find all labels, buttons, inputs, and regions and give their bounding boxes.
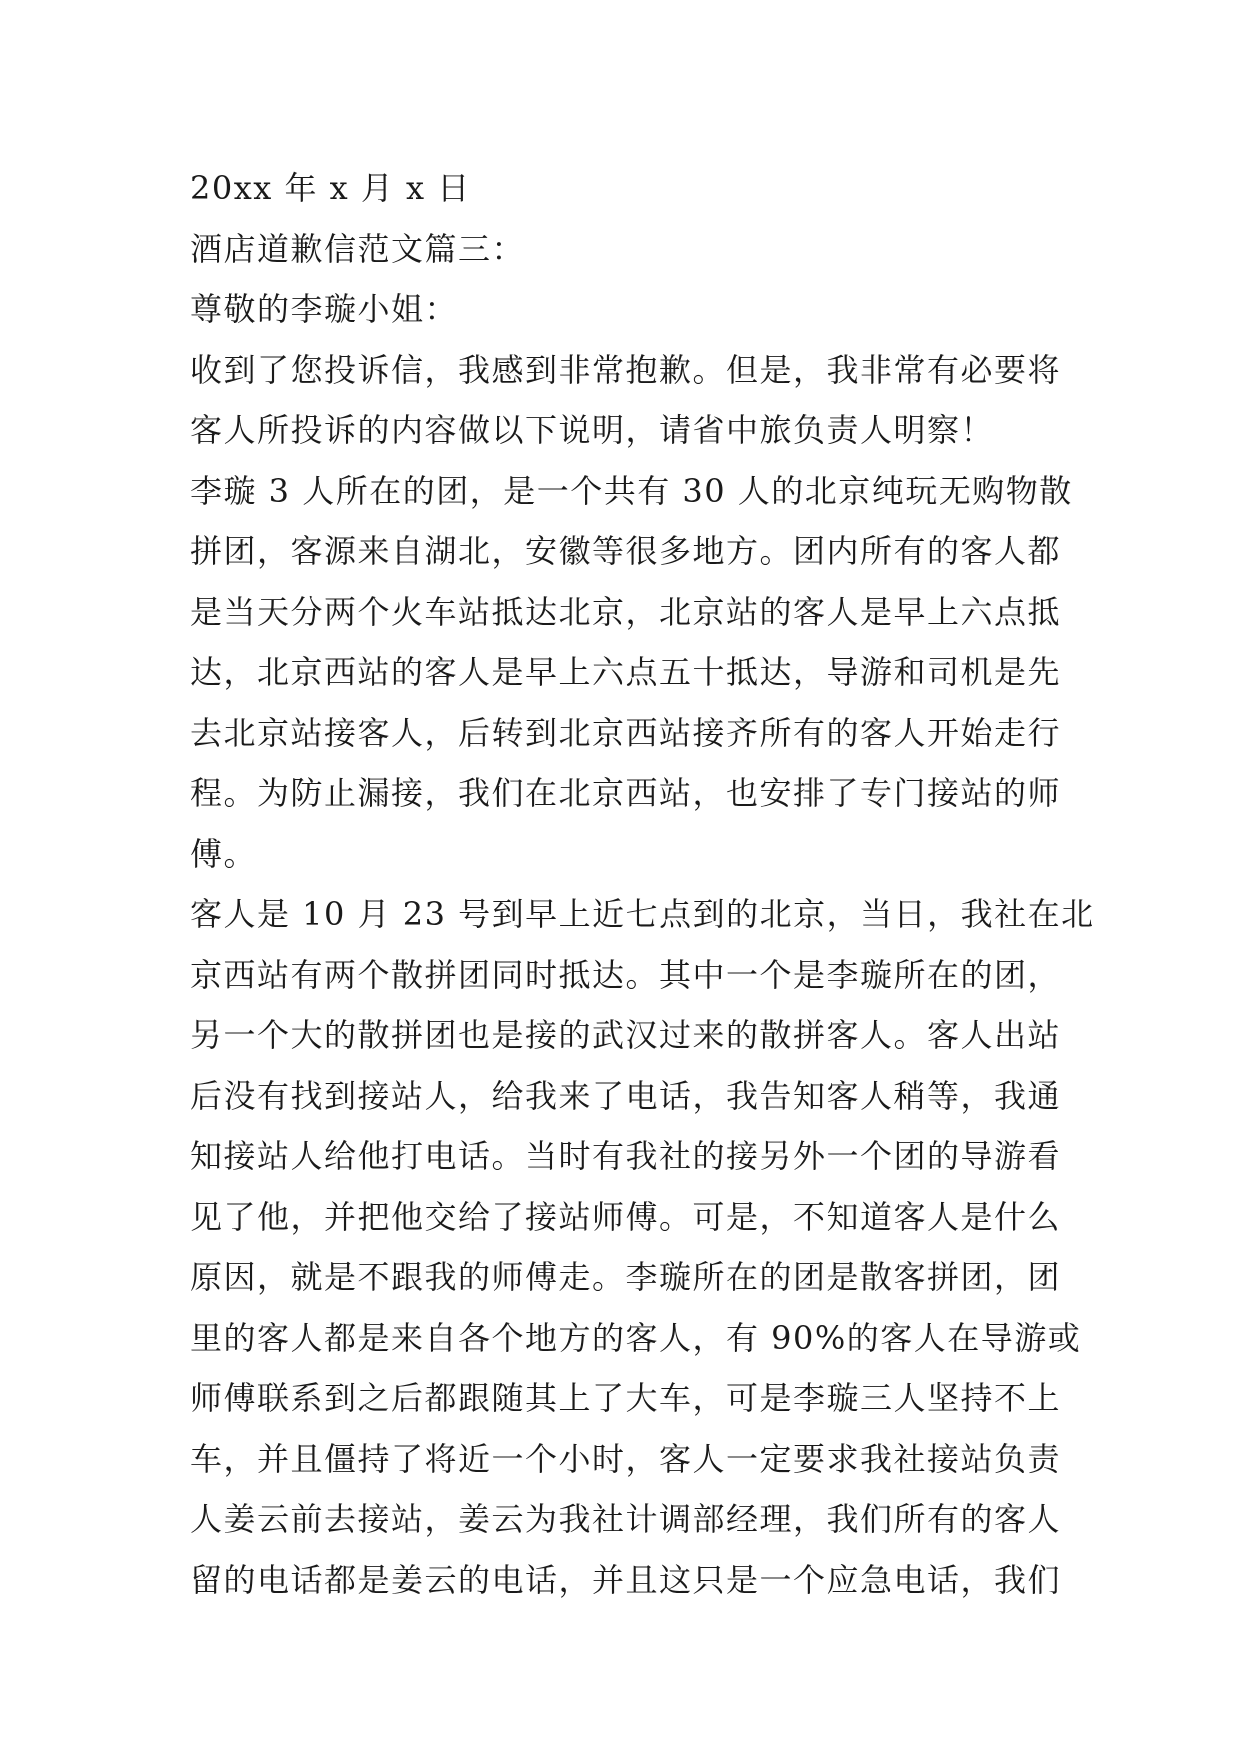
section-heading: 酒店道歉信范文篇三： [190,229,526,268]
salutation: 尊敬的李璇小姐： [190,290,459,328]
letter-body [190,158,1095,1610]
text-line: 客人所投诉的内容做以下说明，请省中旅负责人明察！ [190,411,995,449]
text-line: 后没有找到接站人，给我来了电话，我告知客人稍等，我通 [190,1076,1062,1115]
text-line: 知接站人给他打电话。当时有我社的接另外一个团的导游看 [190,1137,1062,1175]
text-line: 原因，就是不跟我的师傅走。李璇所在的团是散客拼团，团 [190,1258,1062,1296]
text-line: 里的客人都是来自各个地方的客人，有 90%的客人在导游或 [190,1318,1082,1357]
text-line: 京西站有两个散拼团同时抵达。其中一个是李璇所在的团， [190,955,1062,994]
text-line: 程。为防止漏接，我们在北京西站，也安排了专门接站的师 [190,774,1062,812]
date-line: 20xx 年 x 月 x 日 [190,169,471,207]
text-line: 收到了您投诉信，我感到非常抱歉。但是，我非常有必要将 [190,350,1062,389]
text-line: 是当天分两个火车站抵达北京，北京站的客人是早上六点抵 [190,592,1062,631]
text-line: 拼团，客源来自湖北，安徽等很多地方。团内所有的客人都 [190,532,1062,570]
text-line: 李璇 3 人所在的团，是一个共有 30 人的北京纯玩无购物散 [190,471,1073,510]
text-line: 人姜云前去接站，姜云为我社计调部经理，我们所有的客人 [190,1500,1062,1538]
text-line: 留的电话都是姜云的电话，并且这只是一个应急电话，我们 [190,1560,1062,1599]
text-line: 师傅联系到之后都跟随其上了大车，可是李璇三人坚持不上 [190,1379,1062,1417]
text-line: 客人是 10 月 23 号到早上近七点到的北京，当日，我社在北 [190,895,1095,933]
text-line: 去北京站接客人，后转到北京西站接齐所有的客人开始走行 [190,713,1062,752]
text-line: 另一个大的散拼团也是接的武汉过来的散拼客人。客人出站 [190,1016,1062,1054]
text-line: 达，北京西站的客人是早上六点五十抵达，导游和司机是先 [190,653,1062,691]
text-line: 车，并且僵持了将近一个小时，客人一定要求我社接站负责 [190,1439,1062,1478]
text-line: 傅。 [190,834,258,873]
text-line: 见了他，并把他交给了接站师傅。可是，不知道客人是什么 [190,1197,1062,1236]
